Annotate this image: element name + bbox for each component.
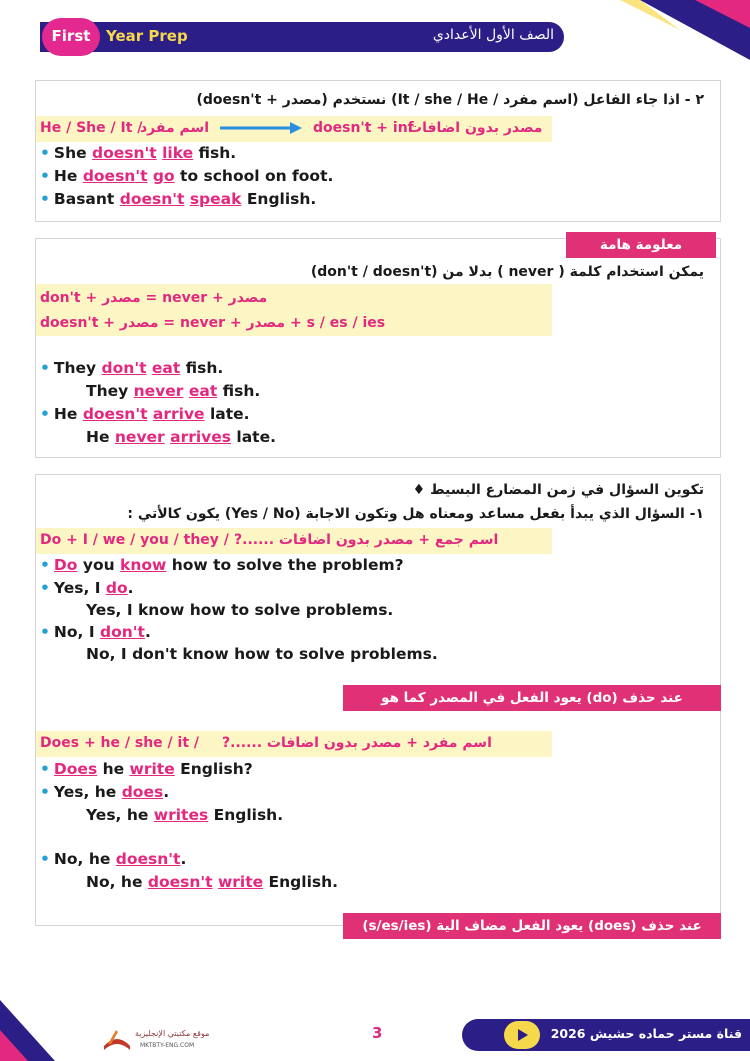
does-formula: Does + he / she / it / bbox=[40, 735, 200, 751]
do-question: • Do you know how to solve the problem? bbox=[40, 556, 404, 574]
does-rule-tag: عند حذف (does) يعود الفعل مضاف الية (s/es/ies) bbox=[343, 913, 721, 939]
does-formula-ar: اسم مفرد + مصدر بدون اضافات ......? bbox=[222, 735, 492, 751]
does-question: • Does he write English? bbox=[40, 760, 253, 778]
page-number: 3 bbox=[372, 1024, 383, 1042]
do-answer-yes: • Yes, I do. bbox=[40, 579, 134, 597]
does-answer-no-full: No, he doesn't write English. bbox=[86, 873, 339, 891]
do-answer-no: • No, I don't. bbox=[40, 623, 151, 641]
do-rule-tag: عند حذف (do) يعود الفعل في المصدر كما هو bbox=[343, 685, 721, 711]
important-info-tag: معلومة هامة bbox=[566, 232, 716, 258]
never-example-1b: They never eat fish. bbox=[86, 382, 261, 400]
do-answer-no-full: No, I don't know how to solve problems. bbox=[86, 645, 438, 663]
never-example-2: • He doesn't arrive late. bbox=[40, 405, 250, 423]
example-3: • Basant doesn't speak English. bbox=[40, 190, 317, 208]
never-example-2b: He never arrives late. bbox=[86, 428, 276, 446]
youtube-icon bbox=[504, 1021, 540, 1049]
do-answer-yes-full: Yes, I know how to solve problems. bbox=[86, 601, 394, 619]
does-answer-yes: • Yes, he does. bbox=[40, 783, 170, 801]
site-url: MKTBTY-ENG.COM bbox=[140, 1042, 195, 1049]
formula-subject-ar: اسم مفرد bbox=[140, 120, 210, 136]
question-subtitle: ١- السؤال الذي يبدأ بفعل مساعد ومعناه هل وتكون الاجابة (Yes / No) يكون كالأتي : bbox=[127, 506, 704, 522]
does-answer-no: • No, he doesn't. bbox=[40, 850, 187, 868]
formula-subject: He / She / It / bbox=[40, 120, 143, 136]
question-title: تكوين السؤال في زمن المضارع البسيط ♦ bbox=[412, 482, 704, 498]
never-heading: يمكن استخدام كلمة ( never ) بدلا من (don't / doesn't) bbox=[310, 264, 704, 280]
channel-name: قناة مستر حماده حشيش 2026 bbox=[550, 1026, 742, 1041]
never-formula-2: doesn't + مصدر = never + مصدر + s / es / ies bbox=[40, 315, 386, 331]
section-heading: ٢ - اذا جاء الفاعل (اسم مفرد / It / she / He) نستخدم (مصدر + doesn't) bbox=[196, 92, 704, 108]
header-subtitle: Year Prep bbox=[106, 27, 188, 45]
formula-verb: doesn't + inf bbox=[313, 120, 414, 136]
formula-verb-ar: مصدر بدون اضافات bbox=[408, 120, 543, 136]
never-example-1: • They don't eat fish. bbox=[40, 359, 224, 377]
header-grade: الصف الأول الأعدادي bbox=[432, 27, 554, 43]
never-formula-1: don't + مصدر = never + مصدر bbox=[40, 290, 268, 306]
arrow-icon bbox=[220, 121, 302, 135]
site-name: موقع مكتبتي الإنجليزية bbox=[135, 1029, 210, 1038]
does-answer-yes-full: Yes, he writes English. bbox=[86, 806, 284, 824]
corner-decoration-top bbox=[600, 0, 750, 70]
corner-decoration-bottom bbox=[0, 990, 60, 1061]
do-formula-ar: اسم جمع + مصدر بدون اضافات ......? bbox=[234, 532, 499, 548]
example-1: • She doesn't like fish. bbox=[40, 144, 237, 162]
example-2: • He doesn't go to school on foot. bbox=[40, 167, 334, 185]
header-badge: First bbox=[42, 18, 100, 56]
do-formula: Do + I / we / you / they / bbox=[40, 532, 229, 548]
book-logo-icon bbox=[102, 1028, 132, 1052]
